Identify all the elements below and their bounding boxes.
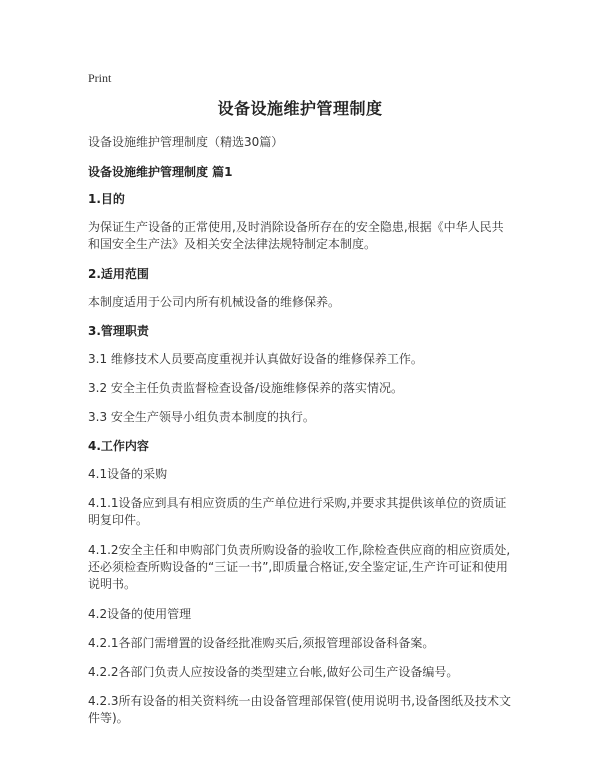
paragraph-scope: 本制度适用于公司内所有机械设备的维修保养。 [88, 295, 341, 309]
paragraph-4-2-1: 4.2.1各部门需增置的设备经批准购买后,须报管理部设备科备案。 [88, 636, 435, 650]
paragraph-4-2: 4.2设备的使用管理 [88, 607, 192, 621]
paragraph-4-2-3: 4.2.3所有设备的相关资料统一由设备管理部保管(使用说明书,设备图纸及技术文件等)。 [88, 694, 512, 725]
paragraph-3-3: 3.3 安全生产领导小组负责本制度的执行。 [88, 410, 315, 424]
section-heading-responsibilities: 3.管理职责 [88, 324, 149, 338]
paragraph-4-2-2: 4.2.2各部门负责人应按设备的类型建立台帐,做好公司生产设备编号。 [88, 665, 459, 679]
paragraph-4-1-1: 4.1.1设备应到具有相应资质的生产单位进行采购,并要求其提供该单位的资质证明复印件。 [88, 496, 507, 527]
page-title: 设备设施维护管理制度 [217, 99, 383, 118]
paragraph-purpose: 为保证生产设备的正常使用,及时消除设备所存在的安全隐患,根据《中华人民共和国安全生产法》及相关安全法律法规特制定本制度。 [88, 220, 504, 251]
print-label[interactable]: Print [88, 71, 112, 85]
article-heading: 设备设施维护管理制度 篇1 [88, 165, 233, 179]
paragraph-3-2: 3.2 安全主任负责监督检查设备/设施维修保养的落实情况。 [88, 381, 403, 395]
section-heading-scope: 2.适用范围 [88, 267, 149, 281]
section-heading-purpose: 1.目的 [88, 192, 125, 206]
paragraph-4-1-2: 4.1.2安全主任和申购部门负责所购设备的验收工作,除检查供应商的相应资质处,还必须检查所购设备的“三证一书”,即质量合格证,安全鉴定证,生产许可证和使用说明书。 [88, 543, 511, 591]
document-subtitle: 设备设施维护管理制度（精选30篇） [88, 135, 284, 149]
section-heading-work-content: 4.工作内容 [88, 439, 149, 453]
paragraph-3-1: 3.1 维修技术人员要高度重视并认真做好设备的维修保养工作。 [88, 352, 423, 366]
paragraph-4-1: 4.1设备的采购 [88, 467, 168, 481]
